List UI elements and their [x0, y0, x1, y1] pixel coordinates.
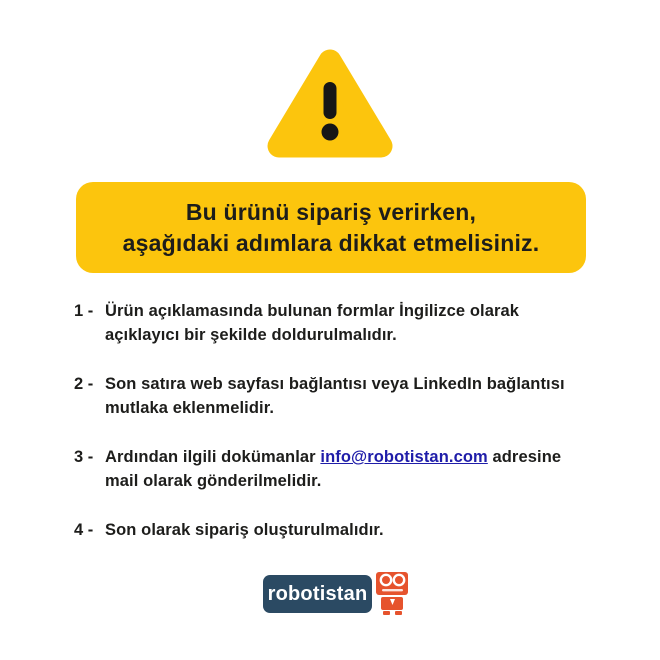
step-item-4 [74, 518, 590, 542]
step-item-1 [74, 299, 590, 347]
step-text-before-link: Ardından ilgili dokümanlar [105, 448, 321, 466]
step-item-2 [74, 372, 590, 420]
step-number: 2 - [74, 375, 94, 393]
banner-line-2: aşağıdaki adımlara dikkat etmelisiniz. [122, 229, 540, 256]
step-text: Son satıra web sayfası bağlantısı veya LinkedIn bağlantısı mutlaka eklenmelidir. [105, 375, 565, 417]
step-number: 4 - [74, 521, 94, 539]
logo-wordmark: robotistan [267, 582, 368, 605]
step-number: 1 - [74, 302, 94, 320]
step-number: 3 - [74, 448, 94, 466]
step-text: Son olarak sipariş oluşturulmalıdır. [105, 521, 384, 539]
header-banner [76, 182, 586, 273]
step-text: Ürün açıklamasında bulunan formlar İngilizce olarak açıklayıcı bir şekilde doldurulmalıdır. [105, 302, 520, 344]
step-text-after-link: adresine mail olarak gönderilmelidir. [105, 448, 562, 490]
brand-logo [263, 571, 411, 616]
logo-wordmark-box [263, 575, 372, 613]
email-link[interactable]: info@robotistan.com [320, 448, 488, 466]
step-text [105, 445, 590, 493]
robot-mascot-icon [374, 571, 411, 616]
warning-icon [264, 46, 396, 162]
banner-line-1: Bu ürünü sipariş verirken, [185, 198, 477, 225]
warning-triangle-icon [264, 46, 396, 162]
step-item-3 [74, 445, 590, 493]
steps-list [74, 299, 590, 567]
